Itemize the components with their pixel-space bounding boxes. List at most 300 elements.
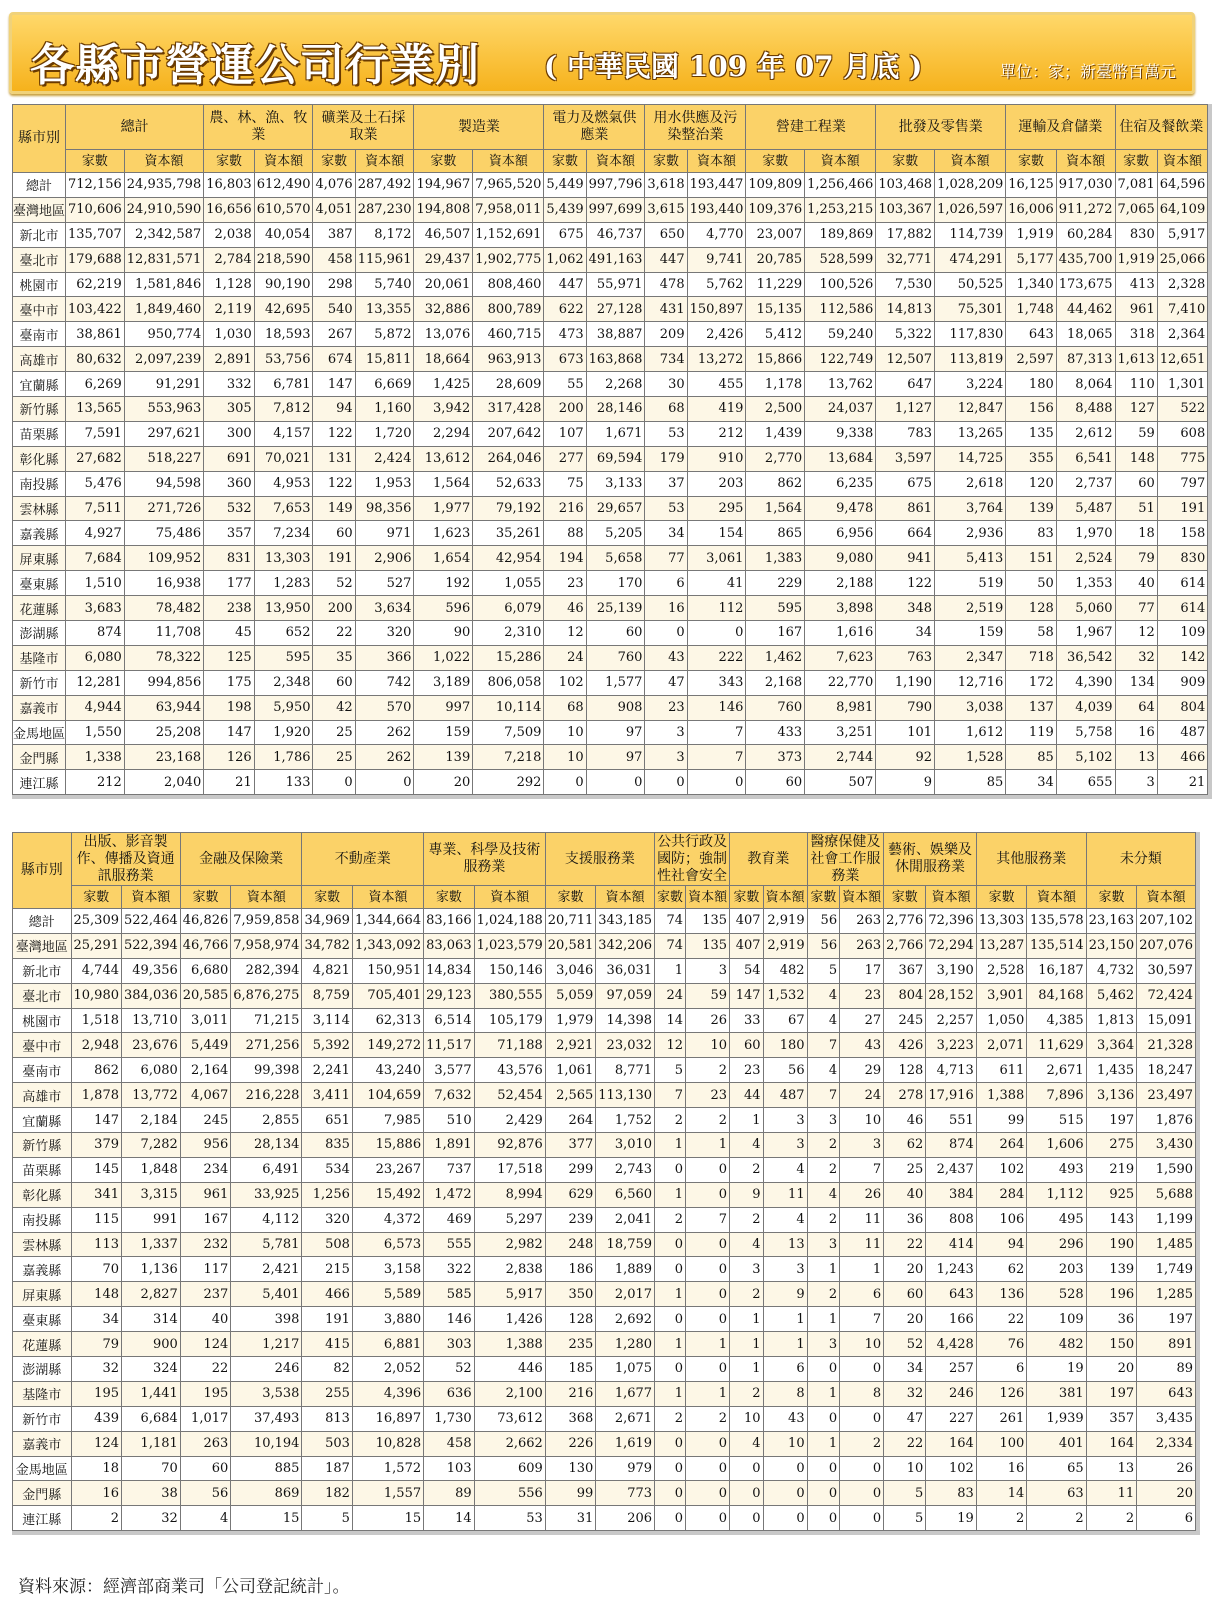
capital-cell: 135 [686, 933, 730, 958]
capital-cell: 652 [254, 621, 313, 646]
capital-cell: 2,982 [474, 1232, 545, 1257]
count-cell: 30 [645, 372, 687, 397]
count-cell: 1 [807, 1307, 840, 1332]
capital-cell: 191 [1157, 496, 1208, 521]
count-cell: 830 [1115, 222, 1157, 247]
count-cell: 22 [884, 1431, 926, 1456]
count-header: 家數 [1006, 150, 1057, 173]
count-cell: 126 [204, 745, 255, 770]
count-cell: 0 [655, 1456, 686, 1481]
capital-cell: 25,139 [586, 596, 645, 621]
count-cell: 10,980 [71, 983, 122, 1008]
capital-cell: 173,675 [1056, 272, 1115, 297]
capital-cell: 2,855 [231, 1108, 302, 1133]
industry-header: 運輸及倉儲業 [1006, 105, 1115, 150]
count-cell: 13,303 [976, 909, 1027, 934]
capital-cell: 314 [122, 1307, 181, 1332]
count-cell: 53 [645, 421, 687, 446]
count-cell: 469 [424, 1207, 475, 1232]
count-cell: 245 [180, 1108, 231, 1133]
capital-cell: 207,642 [473, 421, 544, 446]
count-cell: 94 [976, 1232, 1027, 1257]
capital-cell: 2,424 [355, 446, 414, 471]
capital-cell: 109,952 [124, 546, 203, 571]
count-cell: 128 [884, 1058, 926, 1083]
region-label: 新北市 [13, 958, 72, 983]
capital-header: 資本額 [1056, 150, 1115, 173]
count-cell: 1 [655, 958, 686, 983]
capital-cell: 317,428 [473, 397, 544, 422]
count-cell: 278 [884, 1083, 926, 1108]
capital-cell: 64,596 [1157, 173, 1208, 198]
count-header: 家數 [313, 150, 355, 173]
capital-cell: 29,657 [586, 496, 645, 521]
capital-cell: 1,967 [1056, 621, 1115, 646]
capital-cell: 1,590 [1137, 1157, 1196, 1182]
capital-cell: 72,424 [1137, 983, 1196, 1008]
count-cell: 113 [71, 1232, 122, 1257]
table-row [13, 397, 1208, 422]
capital-cell: 7 [840, 1307, 884, 1332]
capital-cell: 3,223 [926, 1033, 977, 1058]
count-cell: 7,081 [1115, 173, 1157, 198]
capital-cell: 1,026,597 [935, 197, 1006, 222]
capital-cell: 10 [686, 1033, 730, 1058]
region-header: 縣市別 [13, 833, 72, 909]
table-row [13, 1033, 1196, 1058]
capital-cell: 1,243 [926, 1257, 977, 1282]
capital-cell: 84,168 [1027, 983, 1086, 1008]
count-cell: 348 [876, 596, 935, 621]
count-cell: 99 [545, 1481, 596, 1506]
table-row [13, 745, 1208, 770]
count-cell: 1,340 [1006, 272, 1057, 297]
count-cell: 961 [1115, 297, 1157, 322]
capital-cell: 5,060 [1056, 596, 1115, 621]
capital-cell: 435,700 [1056, 247, 1115, 272]
capital-cell: 1,285 [1137, 1282, 1196, 1307]
capital-cell: 885 [231, 1456, 302, 1481]
capital-header: 資本額 [687, 150, 746, 173]
count-cell: 164 [1086, 1431, 1137, 1456]
count-cell: 3 [645, 720, 687, 745]
count-cell: 15,866 [746, 347, 805, 372]
count-cell: 0 [645, 770, 687, 795]
capital-cell: 24,935,798 [124, 173, 203, 198]
region-label: 連江縣 [13, 770, 66, 795]
count-cell: 3 [807, 1232, 840, 1257]
capital-cell: 11,708 [124, 621, 203, 646]
count-cell: 46,766 [180, 933, 231, 958]
count-cell: 322 [424, 1257, 475, 1282]
capital-cell: 7 [840, 1157, 884, 1182]
capital-cell: 23,497 [1137, 1083, 1196, 1108]
count-cell: 31 [545, 1506, 596, 1531]
capital-cell: 2,919 [763, 909, 807, 934]
count-cell: 3,597 [876, 446, 935, 471]
capital-cell: 67 [763, 1008, 807, 1033]
capital-cell: 0 [840, 1406, 884, 1431]
capital-cell: 3 [840, 1133, 884, 1158]
capital-cell: 15,286 [473, 645, 544, 670]
region-header: 縣市別 [13, 105, 66, 173]
capital-header: 資本額 [763, 886, 807, 909]
region-label: 宜蘭縣 [13, 1108, 72, 1133]
capital-cell: 2,184 [122, 1108, 181, 1133]
capital-cell: 7,234 [254, 521, 313, 546]
capital-cell: 43,576 [474, 1058, 545, 1083]
count-cell: 122 [876, 571, 935, 596]
capital-cell: 10 [840, 1108, 884, 1133]
capital-cell: 6 [763, 1357, 807, 1382]
count-cell: 1,623 [414, 521, 473, 546]
count-cell: 51 [1115, 496, 1157, 521]
count-cell: 1 [730, 1307, 764, 1332]
count-cell: 23,163 [1086, 909, 1137, 934]
count-cell: 25 [884, 1157, 926, 1182]
capital-cell: 3,010 [596, 1133, 655, 1158]
count-cell: 961 [180, 1182, 231, 1207]
count-cell: 135,707 [66, 222, 125, 247]
capital-cell: 122,749 [805, 347, 876, 372]
capital-cell: 1,388 [474, 1332, 545, 1357]
capital-cell: 2,744 [805, 745, 876, 770]
count-cell: 2 [730, 1207, 764, 1232]
count-cell: 4 [807, 1058, 840, 1083]
capital-cell: 65 [1027, 1456, 1086, 1481]
count-cell: 2,528 [976, 958, 1027, 983]
count-cell: 5,392 [302, 1033, 353, 1058]
capital-cell: 12,651 [1157, 347, 1208, 372]
count-cell: 2,500 [746, 397, 805, 422]
capital-cell: 466 [1157, 745, 1208, 770]
capital-cell: 2,437 [926, 1157, 977, 1182]
region-label: 新北市 [13, 222, 66, 247]
capital-cell: 2,041 [596, 1207, 655, 1232]
capital-cell: 7,896 [1027, 1083, 1086, 1108]
capital-cell: 246 [231, 1357, 302, 1382]
count-cell: 52 [884, 1332, 926, 1357]
capital-cell: 1,181 [122, 1431, 181, 1456]
capital-cell: 1,677 [596, 1381, 655, 1406]
count-cell: 2,770 [746, 446, 805, 471]
table-row [13, 1257, 1196, 1282]
capital-cell: 1 [763, 1307, 807, 1332]
capital-cell: 2,017 [596, 1282, 655, 1307]
capital-cell: 595 [254, 645, 313, 670]
table-row [13, 173, 1208, 198]
capital-cell: 643 [926, 1282, 977, 1307]
count-cell: 0 [655, 1481, 686, 1506]
count-cell: 60 [313, 670, 355, 695]
count-cell: 11 [1086, 1481, 1137, 1506]
capital-cell: 522,394 [122, 933, 181, 958]
capital-cell: 5,872 [355, 322, 414, 347]
count-cell: 1 [730, 1108, 764, 1133]
count-cell: 27,682 [66, 446, 125, 471]
count-cell: 466 [302, 1282, 353, 1307]
capital-cell: 1,970 [1056, 521, 1115, 546]
capital-cell: 98,356 [355, 496, 414, 521]
count-cell: 1,256 [302, 1182, 353, 1207]
count-cell: 1,550 [66, 720, 125, 745]
capital-cell: 8 [840, 1381, 884, 1406]
count-header: 家數 [545, 886, 596, 909]
count-cell: 1,977 [414, 496, 473, 521]
capital-cell: 99,398 [231, 1058, 302, 1083]
capital-cell: 1,136 [122, 1257, 181, 1282]
region-label: 嘉義市 [13, 1431, 72, 1456]
count-header: 家數 [204, 150, 255, 173]
capital-cell: 23,032 [596, 1033, 655, 1058]
count-cell: 1 [807, 1381, 840, 1406]
table-row [13, 1157, 1196, 1182]
capital-cell: 59,240 [805, 322, 876, 347]
count-cell: 1 [655, 1133, 686, 1158]
capital-cell: 804 [1157, 695, 1208, 720]
count-cell: 122 [313, 421, 355, 446]
count-cell: 377 [545, 1133, 596, 1158]
table-row [13, 1232, 1196, 1257]
count-cell: 24 [544, 645, 586, 670]
count-cell: 503 [302, 1431, 353, 1456]
capital-cell: 487 [1157, 720, 1208, 745]
count-cell: 674 [313, 347, 355, 372]
count-cell: 15,135 [746, 297, 805, 322]
capital-cell: 324 [122, 1357, 181, 1382]
capital-cell: 7,653 [254, 496, 313, 521]
capital-cell: 1,075 [596, 1357, 655, 1382]
count-cell: 100 [976, 1431, 1027, 1456]
count-cell: 2 [1086, 1506, 1137, 1531]
count-cell: 5,059 [545, 983, 596, 1008]
capital-cell: 206 [596, 1506, 655, 1531]
capital-cell: 41 [687, 571, 746, 596]
capital-cell: 553,963 [124, 397, 203, 422]
capital-cell: 27 [840, 1008, 884, 1033]
capital-cell: 2,524 [1056, 546, 1115, 571]
capital-cell: 320 [355, 621, 414, 646]
capital-cell: 20 [1137, 1481, 1196, 1506]
capital-cell: 3,435 [1137, 1406, 1196, 1431]
count-cell: 7,065 [1115, 197, 1157, 222]
count-cell: 38,861 [66, 322, 125, 347]
count-cell: 1 [807, 1431, 840, 1456]
capital-cell: 3,158 [352, 1257, 423, 1282]
count-cell: 32 [71, 1357, 122, 1382]
capital-cell: 287,492 [355, 173, 414, 198]
capital-cell: 7,985 [352, 1108, 423, 1133]
count-cell: 1,383 [746, 546, 805, 571]
count-cell: 7,591 [66, 421, 125, 446]
capital-cell: 13,265 [935, 421, 1006, 446]
count-cell: 7,530 [876, 272, 935, 297]
count-cell: 357 [1086, 1406, 1137, 1431]
table-top-wrapper [12, 104, 1212, 799]
capital-cell: 1,606 [1027, 1133, 1086, 1158]
count-cell: 70 [71, 1257, 122, 1282]
capital-cell: 2 [840, 1431, 884, 1456]
count-cell: 2,241 [302, 1058, 353, 1083]
capital-cell: 6,079 [473, 596, 544, 621]
count-cell: 94 [313, 397, 355, 422]
capital-cell: 808 [926, 1207, 977, 1232]
count-cell: 0 [313, 770, 355, 795]
capital-cell: 43,240 [352, 1058, 423, 1083]
count-cell: 82 [302, 1357, 353, 1382]
capital-cell: 963,913 [473, 347, 544, 372]
capital-cell: 6,684 [122, 1406, 181, 1431]
count-cell: 16 [976, 1456, 1027, 1481]
capital-cell: 10 [840, 1332, 884, 1357]
capital-cell: 16,938 [124, 571, 203, 596]
capital-cell: 9,080 [805, 546, 876, 571]
region-label: 臺中市 [13, 297, 66, 322]
capital-cell: 10 [763, 1431, 807, 1456]
table-row [13, 272, 1208, 297]
count-cell: 167 [746, 621, 805, 646]
count-cell: 865 [746, 521, 805, 546]
capital-cell: 4 [763, 1207, 807, 1232]
table-row [13, 1282, 1196, 1307]
count-cell: 34 [645, 521, 687, 546]
count-cell: 431 [645, 297, 687, 322]
region-label: 臺南市 [13, 322, 66, 347]
capital-cell: 89 [1137, 1357, 1196, 1382]
capital-cell: 5,688 [1137, 1182, 1196, 1207]
count-cell: 357 [204, 521, 255, 546]
capital-cell: 2,328 [1157, 272, 1208, 297]
count-cell: 85 [1006, 745, 1057, 770]
capital-cell: 18,065 [1056, 322, 1115, 347]
count-cell: 2,891 [204, 347, 255, 372]
count-cell: 200 [544, 397, 586, 422]
capital-cell: 643 [1137, 1381, 1196, 1406]
count-cell: 540 [313, 297, 355, 322]
count-cell: 125 [204, 645, 255, 670]
capital-cell: 3,061 [687, 546, 746, 571]
count-cell: 191 [313, 546, 355, 571]
capital-header: 資本額 [805, 150, 876, 173]
count-cell: 237 [180, 1282, 231, 1307]
count-cell: 439 [71, 1406, 122, 1431]
count-cell: 147 [313, 372, 355, 397]
count-cell: 2 [807, 1207, 840, 1232]
count-cell: 44 [730, 1083, 764, 1108]
capital-cell: 2,426 [687, 322, 746, 347]
capital-cell: 15,886 [352, 1133, 423, 1158]
capital-cell: 63 [1027, 1481, 1086, 1506]
capital-cell: 52,454 [474, 1083, 545, 1108]
count-cell: 10 [884, 1456, 926, 1481]
count-cell: 4,944 [66, 695, 125, 720]
count-cell: 5,449 [180, 1033, 231, 1058]
count-cell: 1,050 [976, 1008, 1027, 1033]
region-label: 金門縣 [13, 745, 66, 770]
count-cell: 99 [976, 1108, 1027, 1133]
capital-cell: 3,764 [935, 496, 1006, 521]
count-cell: 298 [313, 272, 355, 297]
capital-cell: 1,902,775 [473, 247, 544, 272]
count-cell: 675 [544, 222, 586, 247]
count-cell: 62 [884, 1133, 926, 1158]
count-cell: 478 [645, 272, 687, 297]
capital-cell: 15,091 [1137, 1008, 1196, 1033]
count-cell: 673 [544, 347, 586, 372]
capital-cell: 2 [1027, 1506, 1086, 1531]
count-cell: 59 [1115, 421, 1157, 446]
capital-cell: 0 [686, 1506, 730, 1531]
region-label: 屏東縣 [13, 546, 66, 571]
count-cell: 179 [645, 446, 687, 471]
capital-cell: 7,959,858 [231, 909, 302, 934]
table-row [13, 770, 1208, 795]
capital-cell: 991 [122, 1207, 181, 1232]
capital-cell: 8,981 [805, 695, 876, 720]
table-row [13, 1182, 1196, 1207]
count-cell: 42 [313, 695, 355, 720]
capital-cell: 62,313 [352, 1008, 423, 1033]
industry-header: 出版、影音製作、傳播及資通訊服務業 [71, 833, 180, 886]
count-cell: 136 [976, 1282, 1027, 1307]
capital-cell: 3,430 [1137, 1133, 1196, 1158]
count-cell: 194,808 [414, 197, 473, 222]
count-cell: 239 [545, 1207, 596, 1232]
capital-cell: 1,876 [1137, 1108, 1196, 1133]
count-cell: 3 [807, 1108, 840, 1133]
capital-cell: 30,597 [1137, 958, 1196, 983]
count-cell: 194 [544, 546, 586, 571]
capital-cell: 1,889 [596, 1257, 655, 1282]
count-cell: 2 [807, 1157, 840, 1182]
capital-cell: 1,849,460 [124, 297, 203, 322]
count-cell: 0 [807, 1481, 840, 1506]
count-cell: 783 [876, 421, 935, 446]
capital-cell: 2,838 [474, 1257, 545, 1282]
count-cell: 12 [544, 621, 586, 646]
capital-cell: 3,133 [586, 471, 645, 496]
count-cell: 1,748 [1006, 297, 1057, 322]
capital-cell: 1,581,846 [124, 272, 203, 297]
capital-cell: 197 [1137, 1307, 1196, 1332]
capital-cell: 6,781 [254, 372, 313, 397]
count-cell: 664 [876, 521, 935, 546]
count-cell: 60 [884, 1282, 926, 1307]
capital-cell: 0 [686, 1481, 730, 1506]
table-row [13, 1381, 1196, 1406]
capital-cell: 2,342,587 [124, 222, 203, 247]
capital-cell: 8 [763, 1381, 807, 1406]
capital-cell: 7,282 [122, 1133, 181, 1158]
capital-cell: 5,950 [254, 695, 313, 720]
count-header: 家數 [544, 150, 586, 173]
count-cell: 22 [884, 1232, 926, 1257]
count-cell: 1 [730, 1357, 764, 1382]
count-cell: 3,618 [645, 173, 687, 198]
capital-cell: 180 [763, 1033, 807, 1058]
count-cell: 261 [976, 1406, 1027, 1431]
table-row [13, 571, 1208, 596]
capital-cell: 104,659 [352, 1083, 423, 1108]
count-cell: 83,063 [424, 933, 475, 958]
count-cell: 3,046 [545, 958, 596, 983]
count-cell: 194,967 [414, 173, 473, 198]
capital-cell: 26 [1137, 1456, 1196, 1481]
count-cell: 47 [884, 1406, 926, 1431]
count-cell: 1,439 [746, 421, 805, 446]
capital-cell: 158 [1157, 521, 1208, 546]
capital-cell: 0 [686, 1357, 730, 1382]
